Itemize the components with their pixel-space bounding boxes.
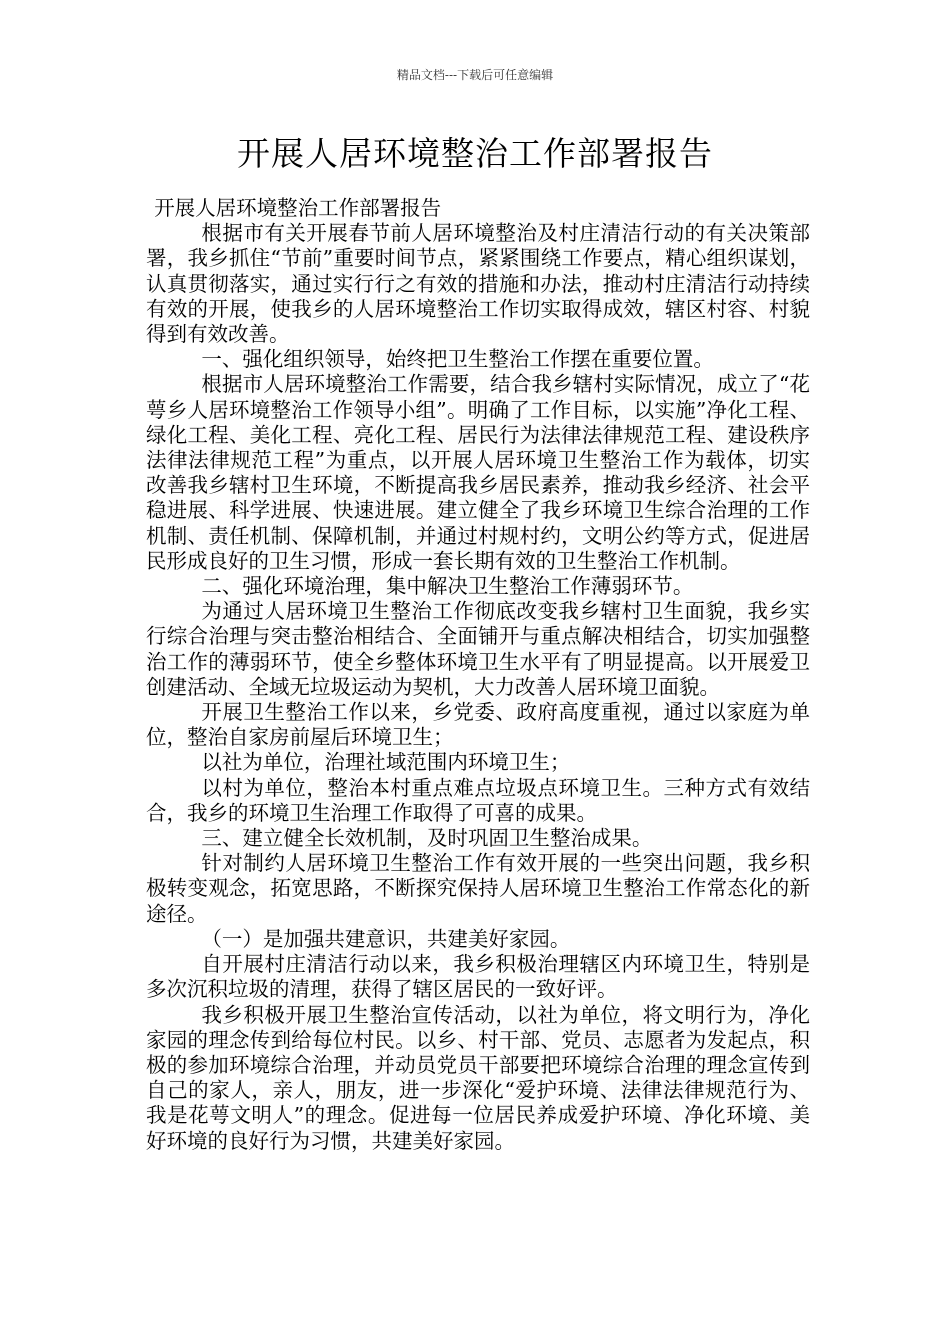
- body-paragraph: 以社为单位，治理社域范围内环境卫生；: [201, 750, 571, 775]
- body-paragraph: 为通过人居环境卫生整治工作彻底改变我乡辖村卫生面貌，我乡实行综合治理与突击整治相结合、全面铺开与重点解决相结合，切实加强整治工作的薄弱环节，使全乡整体环境卫生水平有了明显提高。以开展爱卫创建活动、全域无垃圾运动为契机，大力改善人居环境卫面貌。: [146, 599, 810, 699]
- document-body: [146, 196, 810, 1154]
- body-paragraph: 根据市人居环境整治工作需要，结合我乡辖村实际情况，成立了“花萼乡人居环境整治工作领导小组”。明确了工作目标，以实施”净化工程、绿化工程、美化工程、亮化工程、居民行为法律法律规范工程、建设秩序法律法律规范工程”为重点，以开展人居环境卫生整治工作为载体，切实改善我乡辖村卫生环境，不断提高我乡居民素养，推动我乡经济、社会平稳进展、科学进展、快速进展。建立健全了我乡环境卫生综合治理的工作机制、责任机制、保障机制，并通过村规村约，文明公约等方式，促进居民形成良好的卫生习惯，形成一套长期有效的卫生整治工作机制。: [146, 372, 810, 573]
- body-paragraph: 针对制约人居环境卫生整治工作有效开展的一些突出问题，我乡积极转变观念，拓宽思路，不断探究保持人居环境卫生整治工作常态化的新途径。: [146, 851, 810, 926]
- subsection-heading: （一）是加强共建意识，共建美好家园。: [201, 926, 571, 951]
- section-heading: 二、强化环境治理，集中解决卫生整治工作薄弱环节。: [201, 574, 694, 599]
- body-paragraph: 根据市有关开展春节前人居环境整治及村庄清洁行动的有关决策部署，我乡抓住“节前”重要时间节点，紧紧围绕工作要点，精心组织谋划，认真贯彻落实，通过实行行之有效的措施和办法，推动村庄清洁行动持续有效的开展，使我乡的人居环境整治工作切实取得成效，辖区村容、村貌得到有效改善。: [146, 221, 810, 347]
- body-paragraph: 自开展村庄清洁行动以来，我乡积极治理辖区内环境卫生，特别是多次沉积垃圾的清理，获得了辖区居民的一致好评。: [146, 952, 810, 1002]
- body-paragraph: 以村为单位，整治本村重点难点垃圾点环境卫生。三种方式有效结合，我乡的环境卫生治理工作取得了可喜的成果。: [146, 775, 810, 825]
- body-subtitle: 开展人居环境整治工作部署报告: [154, 196, 442, 220]
- section-heading: 一、强化组织领导，始终把卫生整治工作摆在重要位置。: [201, 347, 714, 372]
- section-heading: 三、建立健全长效机制，及时巩固卫生整治成果。: [201, 826, 653, 851]
- header-note: 精品文档---下载后可任意编辑: [396, 68, 554, 82]
- document-title: 开展人居环境整治工作部署报告: [237, 134, 713, 173]
- body-paragraph: 我乡积极开展卫生整治宣传活动，以社为单位，将文明行为，净化家园的理念传到给每位村民。以乡、村干部、党员、志愿者为发起点，积极的参加环境综合治理，并动员党员干部要把环境综合治理的理念宣传到自己的家人，亲人，朋友，进一步深化“爱护环境、法律法律规范行为、我是花萼文明人”的理念。促进每一位居民养成爱护环境、净化环境、美好环境的良好行为习惯，共建美好家园。: [146, 1002, 810, 1153]
- body-paragraph: 开展卫生整治工作以来，乡党委、政府高度重视，通过以家庭为单位，整治自家房前屋后环境卫生；: [146, 700, 810, 750]
